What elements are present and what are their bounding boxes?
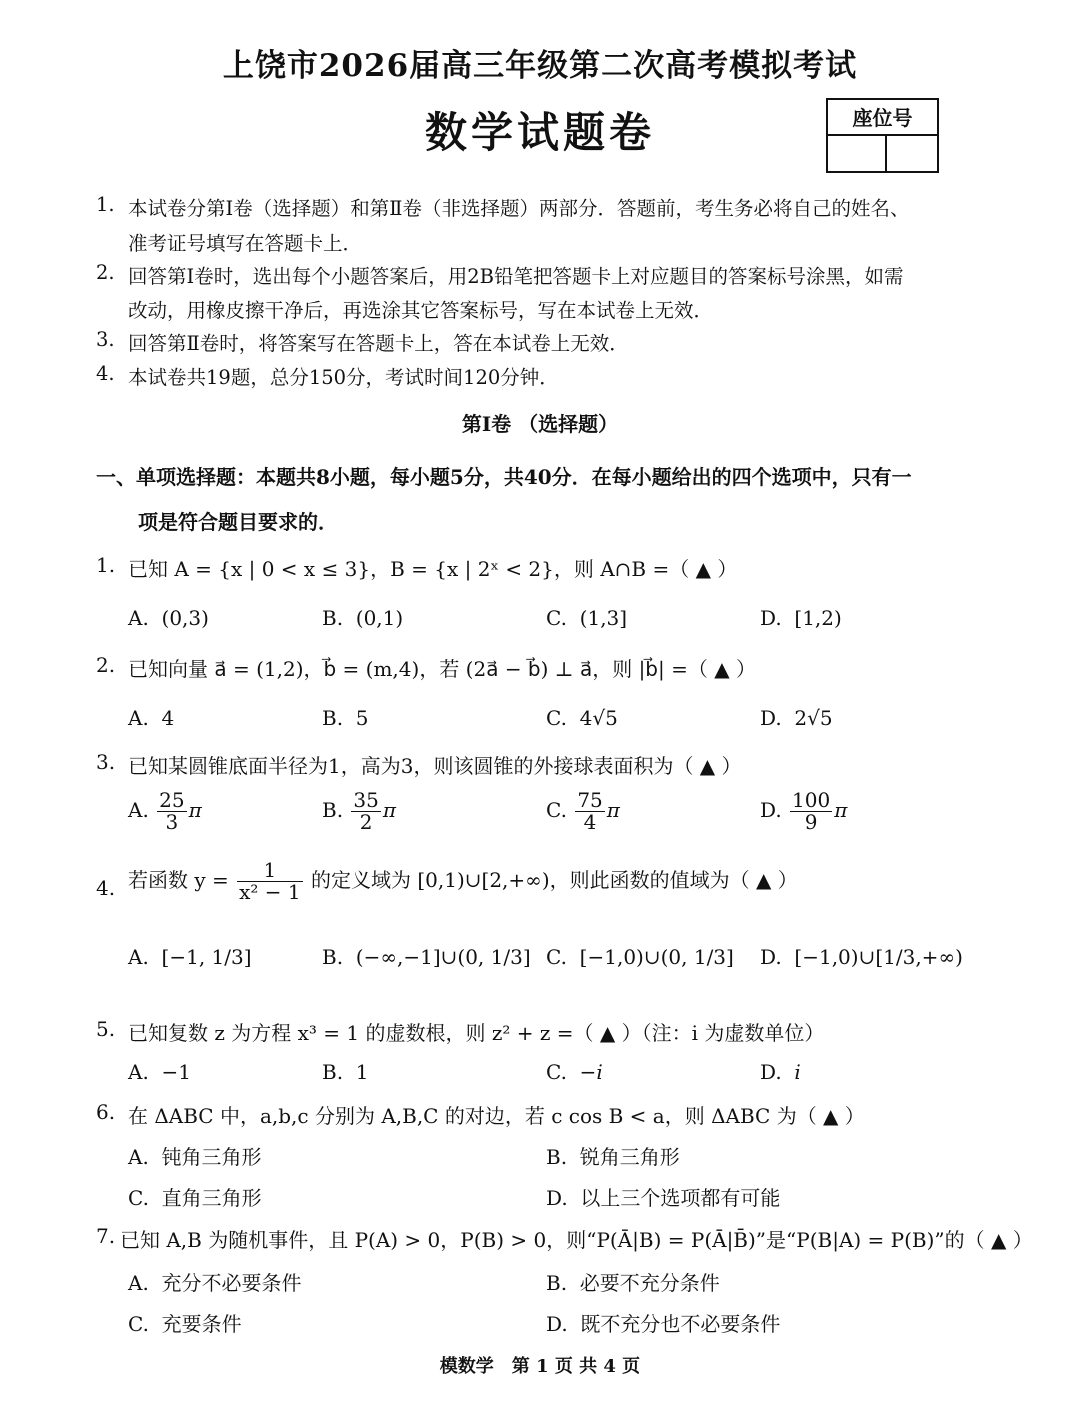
note-2-line1: 回答第Ⅰ卷时，选出每个小题答案后，用2B铅笔把答题卡上对应题目的答案标号涂黑，如需: [128, 265, 904, 288]
seat-cell-2: [885, 136, 937, 171]
q4-option-b: [322, 945, 531, 969]
q4-option-c: [546, 945, 734, 969]
option-text: 以上三个选项都有可能: [580, 1186, 781, 1210]
exam-title: 上饶市2026届高三年级第二次高考模拟考试: [222, 48, 858, 84]
note-1-num: 1.: [96, 193, 115, 216]
q4-number: 4.: [96, 876, 116, 900]
option-key: C.: [128, 1186, 149, 1210]
q5-option-a: [128, 1060, 191, 1084]
option-key: D.: [760, 798, 782, 822]
numerator: 25: [159, 788, 185, 812]
q7-option-d: [546, 1308, 780, 1337]
option-text: 2√5: [794, 706, 833, 730]
option-key: C.: [546, 606, 567, 630]
option-key: A.: [128, 606, 149, 630]
q3-option-a: [128, 790, 202, 833]
note-1-line2: 准考证号填写在答题卡上．: [128, 232, 363, 255]
option-key: C.: [546, 798, 567, 822]
option-key: A.: [128, 1271, 149, 1295]
q5-number: 5.: [96, 1017, 116, 1041]
option-text: 充要条件: [161, 1312, 242, 1336]
q1-number: 1.: [96, 553, 116, 577]
q3-number: 3.: [96, 750, 116, 774]
option-text: (−∞,−1]∪(0, 1/3]: [355, 945, 531, 969]
note-2-num: 2.: [96, 261, 115, 284]
fraction: [790, 790, 832, 833]
seat-cell-1: [828, 136, 887, 171]
q1-stem: 已知 A = {x | 0 < x ≤ 3}，B = {x | 2ˣ < 2}，则 A∩B =（ ▲ ）: [128, 557, 738, 581]
option-key: C.: [546, 945, 567, 969]
denominator: 3: [165, 810, 179, 834]
option-text: [−1, 1/3]: [161, 945, 252, 969]
option-text: [1,2): [794, 606, 842, 630]
option-key: D.: [760, 945, 782, 969]
pi-symbol: π: [382, 798, 397, 822]
seat-number-box: [826, 98, 939, 173]
fraction: [575, 790, 604, 833]
q4-option-a: [128, 945, 252, 969]
option-key: B.: [322, 606, 344, 630]
q3-option-c: [546, 790, 620, 833]
pi-symbol: π: [834, 798, 848, 822]
note-4-line1: 本试卷共19题，总分150分，考试时间120分钟．: [128, 366, 559, 389]
q4-stem: [128, 860, 798, 903]
q5-stem: 已知复数 z 为方程 x³ = 1 的虚数根，则 z² + z =（ ▲ ）（注：i 为虚数单位）: [128, 1021, 825, 1045]
option-text: i: [794, 1060, 801, 1084]
option-text: (0,1): [355, 606, 404, 630]
option-text: (1,3]: [579, 606, 628, 630]
q2-option-a: [128, 706, 174, 730]
part1-instructions-line2: 项是符合题目要求的．: [138, 510, 338, 534]
q5-option-b: [322, 1060, 369, 1084]
fraction: [157, 790, 186, 833]
option-text: 锐角三角形: [579, 1145, 680, 1169]
option-key: B.: [322, 706, 344, 730]
option-text: 4: [161, 706, 175, 730]
denominator: 9: [804, 810, 818, 834]
page-footer: 模数学 第 1 页 共 4 页: [439, 1356, 641, 1377]
numerator: 1: [237, 860, 303, 882]
option-key: D.: [760, 606, 782, 630]
option-key: D.: [760, 1060, 782, 1084]
denominator: 4: [583, 810, 597, 834]
option-text: 5: [355, 706, 369, 730]
q2-option-b: [322, 706, 369, 730]
stem-part: 的定义域为 [0,1)∪[2,+∞)，则此函数的值域为（ ▲ ）: [311, 868, 798, 892]
option-key: A.: [128, 1145, 149, 1169]
q7-stem: 已知 A,B 为随机事件，且 P(A) > 0，P(B) > 0，则“P(Ā|B) = P(Ā|B̄)”是“P(B|A) = P(B)”的（ ▲ ）: [120, 1228, 1033, 1252]
q3-stem: 已知某圆锥底面半径为1，高为3，则该圆锥的外接球表面积为（ ▲ ）: [128, 754, 742, 778]
numerator: 75: [577, 788, 603, 812]
q5-option-d: [760, 1060, 801, 1084]
q1-option-b: [322, 606, 403, 630]
seat-label: 座位号: [828, 100, 937, 136]
note-2-line2: 改动，用橡皮擦干净后，再选涂其它答案标号，写在本试卷上无效．: [128, 299, 714, 322]
q7-option-b: [546, 1267, 720, 1296]
denominator: x² − 1: [239, 880, 301, 904]
option-key: C.: [546, 706, 567, 730]
option-key: D.: [546, 1312, 568, 1336]
option-text: 4√5: [579, 706, 618, 730]
section-title: 第Ⅰ卷 （选择题）: [461, 412, 619, 436]
q2-option-c: [546, 706, 618, 730]
fraction: [237, 860, 303, 903]
denominator: 2: [359, 810, 373, 834]
q6-option-a: [128, 1141, 262, 1170]
numerator: 35: [353, 788, 379, 812]
q2-option-d: [760, 706, 833, 730]
option-text: 必要不充分条件: [579, 1271, 720, 1295]
stem-part: 若函数 y =: [128, 868, 229, 892]
q1-option-c: [546, 606, 627, 630]
numerator: 100: [792, 788, 831, 812]
option-key: D.: [546, 1186, 568, 1210]
option-key: A.: [128, 1060, 149, 1084]
option-key: B.: [322, 1060, 344, 1084]
q4-option-d: [760, 945, 963, 969]
option-text: 充分不必要条件: [161, 1271, 302, 1295]
q6-option-b: [546, 1141, 680, 1170]
q7-number: 7.: [96, 1224, 116, 1248]
note-1-line1: 本试卷分第Ⅰ卷（选择题）和第Ⅱ卷（非选择题）两部分．答题前，考生务必将自己的姓名、: [128, 197, 910, 220]
pi-symbol: π: [606, 798, 620, 822]
option-key: D.: [760, 706, 782, 730]
option-key: B.: [322, 798, 344, 822]
q6-number: 6.: [96, 1100, 116, 1124]
option-text: [−1,0)∪[1/3,+∞): [794, 945, 963, 969]
q2-number: 2.: [96, 653, 116, 677]
option-text: 既不充分也不必要条件: [580, 1312, 781, 1336]
option-text: 钝角三角形: [161, 1145, 262, 1169]
option-key: C.: [128, 1312, 149, 1336]
option-text: −i: [579, 1060, 603, 1084]
option-key: A.: [128, 945, 149, 969]
option-text: −1: [161, 1060, 192, 1084]
note-3-line1: 回答第Ⅱ卷时，将答案写在答题卡上，答在本试卷上无效．: [128, 332, 629, 355]
q5-option-c: [546, 1060, 603, 1084]
q3-option-d: [760, 790, 847, 833]
exam-subtitle: 数学试题卷: [424, 108, 655, 157]
q7-option-c: [128, 1308, 242, 1337]
option-key: C.: [546, 1060, 567, 1084]
q3-option-b: [322, 790, 396, 833]
q6-option-d: [546, 1182, 780, 1211]
q1-option-d: [760, 606, 842, 630]
option-key: A.: [128, 706, 149, 730]
option-key: B.: [546, 1271, 568, 1295]
note-3-num: 3.: [96, 328, 115, 351]
fraction: [351, 790, 380, 833]
option-text: 直角三角形: [161, 1186, 262, 1210]
option-key: B.: [322, 945, 344, 969]
option-text: [−1,0)∪(0, 1/3]: [579, 945, 734, 969]
part1-instructions-line1: 一、单项选择题：本题共8小题，每小题5分，共40分．在每小题给出的四个选项中，只有一: [96, 465, 912, 489]
q7-option-a: [128, 1267, 302, 1296]
q2-stem: 已知向量 a⃗ = (1,2)，b⃗ = (m,4)，若 (2a⃗ − b⃗) ⊥ a⃗，则 |b⃗| =（ ▲ ）: [128, 657, 756, 681]
pi-symbol: π: [188, 798, 202, 822]
note-4-num: 4.: [96, 362, 115, 385]
option-text: 1: [355, 1060, 369, 1084]
q6-option-c: [128, 1182, 262, 1211]
option-key: B.: [546, 1145, 568, 1169]
q6-stem: 在 ΔABC 中，a,b,c 分别为 A,B,C 的对边，若 c cos B < a，则 ΔABC 为（ ▲ ）: [128, 1104, 865, 1128]
option-key: A.: [128, 798, 149, 822]
option-text: (0,3): [161, 606, 209, 630]
q1-option-a: [128, 606, 209, 630]
